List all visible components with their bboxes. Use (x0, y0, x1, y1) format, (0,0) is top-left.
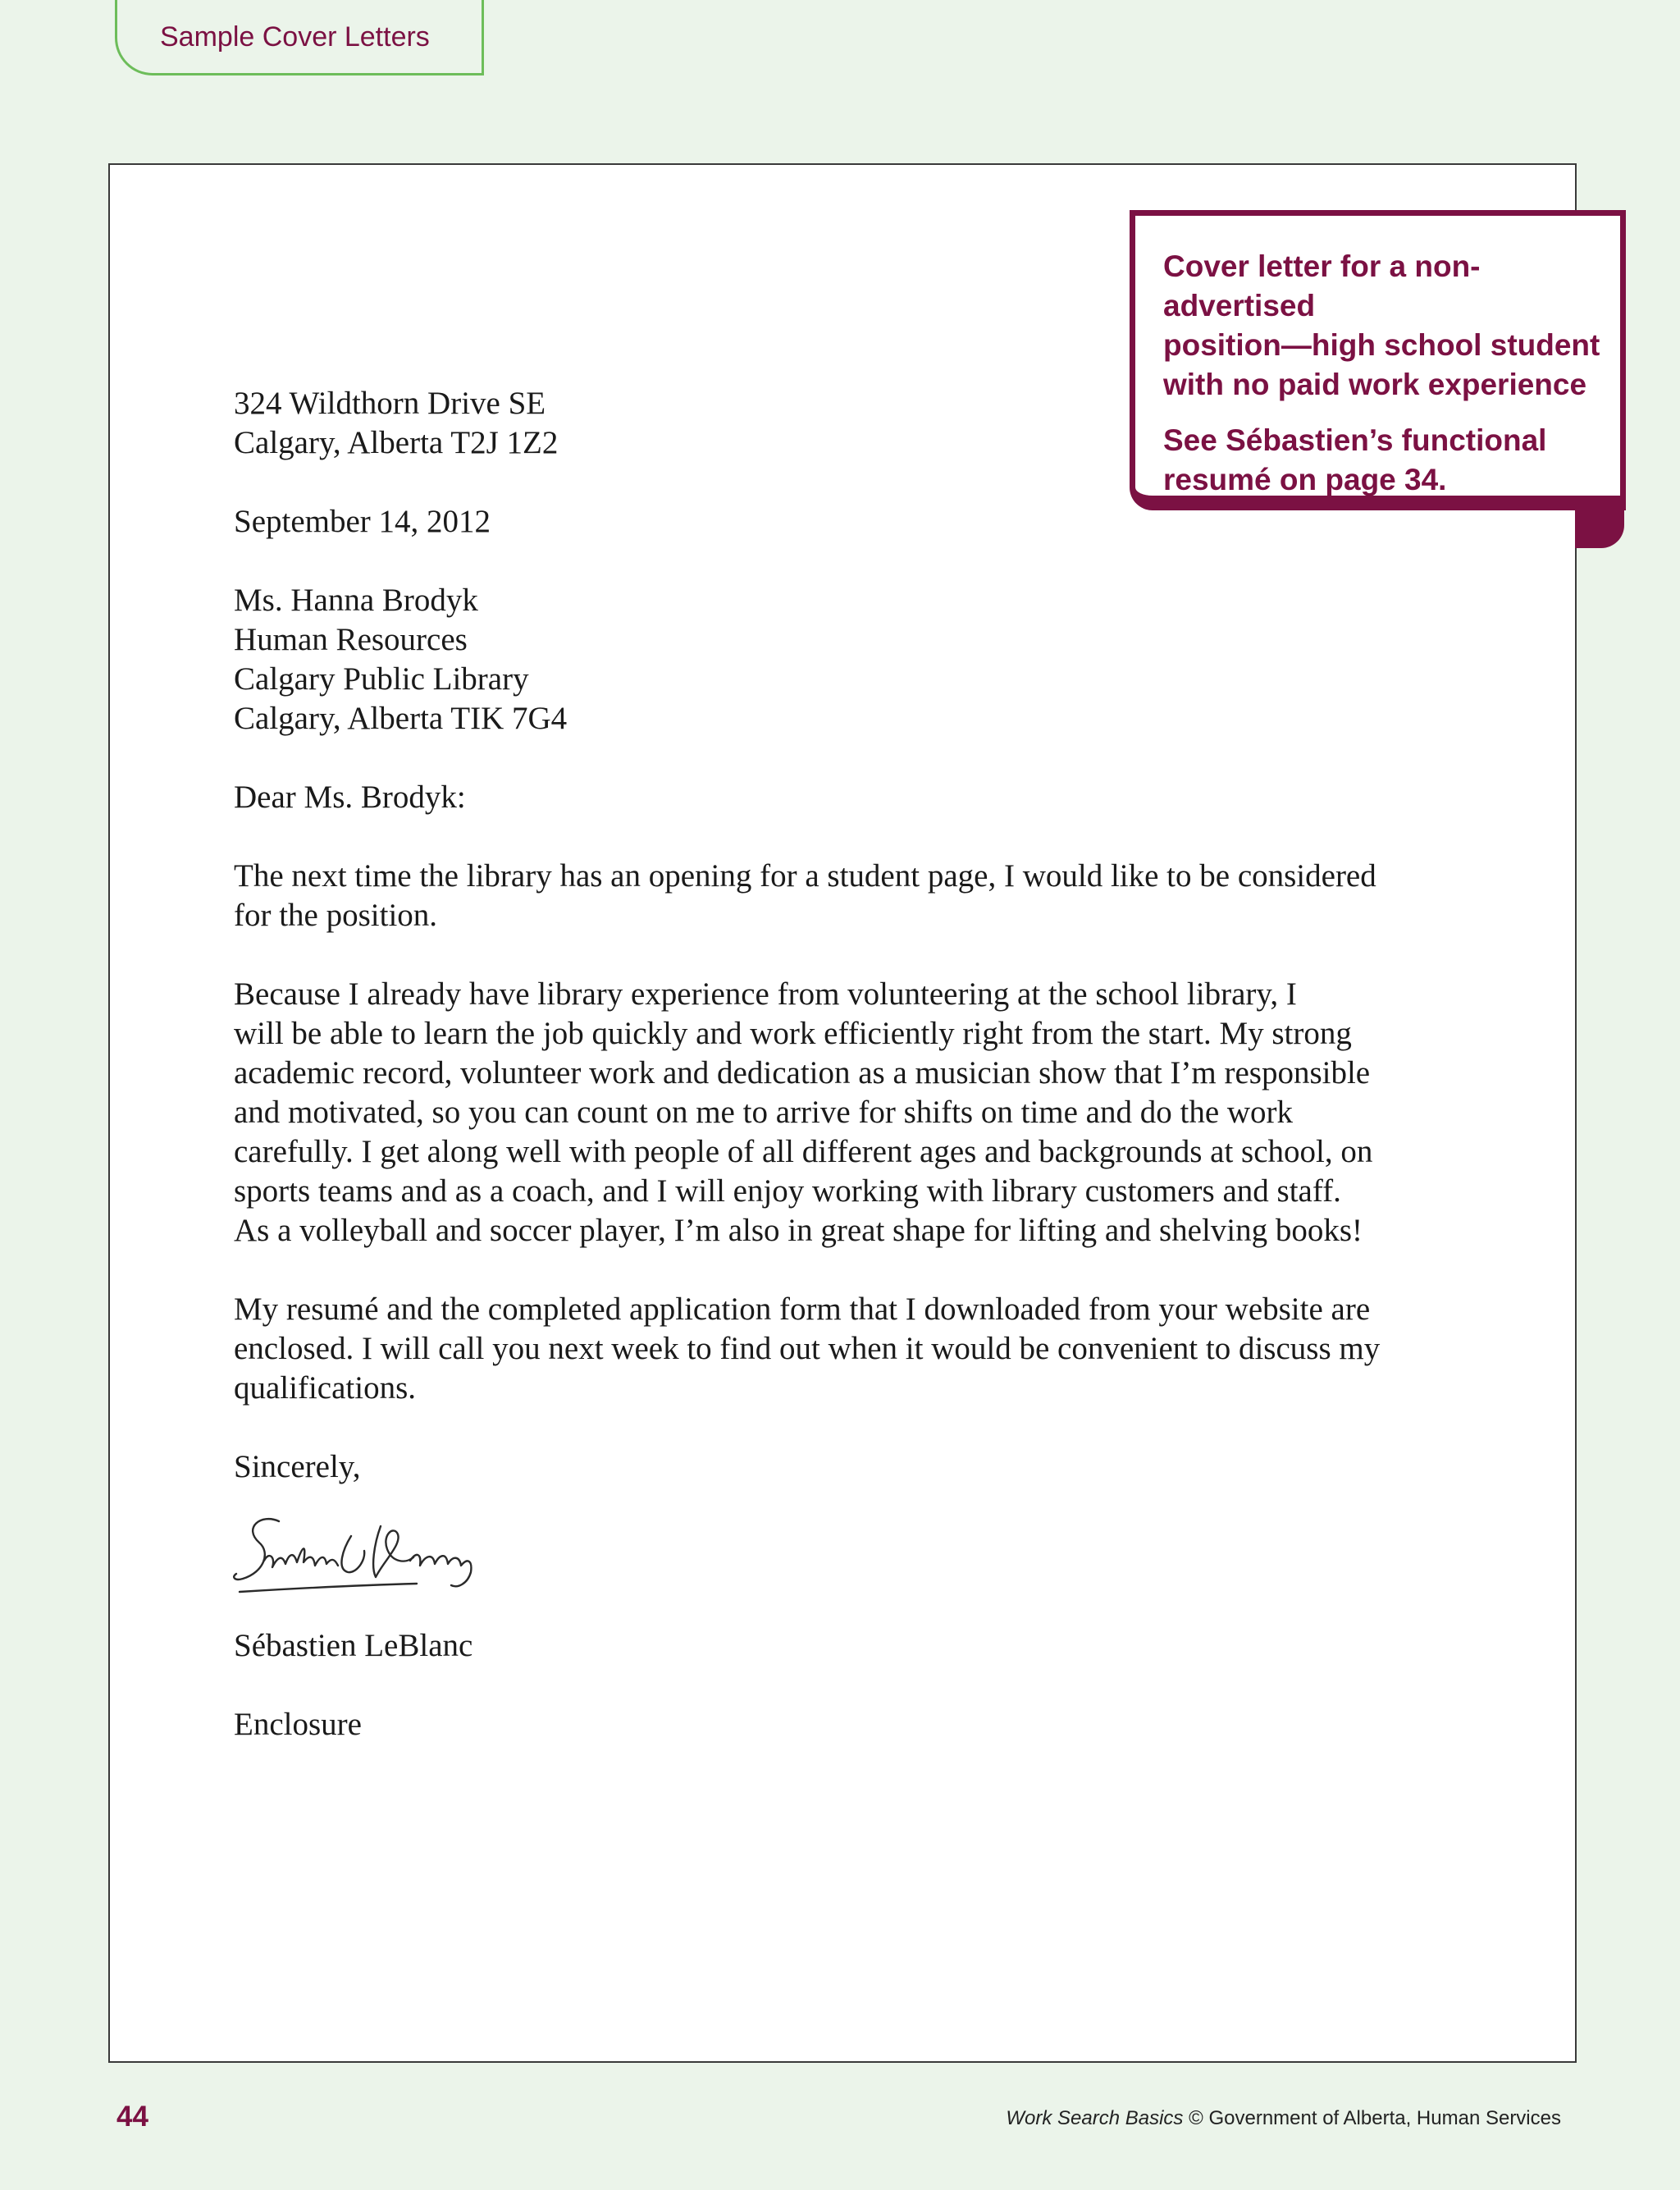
paragraph-line: academic record, volunteer work and dedication as a musician show that I’m responsible (234, 1055, 1371, 1090)
callout-note-line: resumé on page 34. (1163, 463, 1447, 496)
page-number: 44 (116, 2101, 148, 2133)
paragraph-line: My resumé and the completed application form that I downloaded from your website are (234, 1292, 1371, 1327)
letter-date (234, 502, 1497, 542)
callout-heading-line: Cover letter for a non-advertised (1163, 249, 1481, 322)
section-label: Sample Cover Letters (160, 21, 430, 53)
footer-credit (1006, 2107, 1561, 2130)
copyright-notice: © Government of Alberta, Human Services (1189, 2107, 1561, 2129)
recipient-line: Calgary Public Library (234, 661, 529, 697)
closing (234, 1447, 1497, 1487)
callout-heading-line: with no paid work experience (1163, 368, 1587, 401)
paragraph-line: sports teams and as a coach, and I will enjoy working with library customers and staff. (234, 1173, 1341, 1209)
paragraph-opening (234, 857, 1497, 935)
recipient-address (234, 581, 1497, 738)
callout-heading-line: position—high school student (1163, 328, 1600, 362)
address-line: Calgary, Alberta T2J 1Z2 (234, 425, 559, 460)
recipient-line: Calgary, Alberta TIK 7G4 (234, 701, 568, 736)
paragraph-qualifications (234, 975, 1497, 1250)
paragraph-line: will be able to learn the job quickly and work efficiently right from the start. My strong (234, 1016, 1352, 1051)
paragraph-closing (234, 1290, 1497, 1408)
paragraph-line: enclosed. I will call you next week to find out when it would be convenient to discuss my (234, 1331, 1381, 1366)
callout-note-line: See Sébastien’s functional (1163, 423, 1547, 457)
paragraph-line: As a volleyball and soccer player, I’m also in great shape for lifting and shelving books! (234, 1213, 1363, 1248)
paragraph-line: carefully. I get along well with people of all different ages and backgrounds at school, on (234, 1134, 1373, 1169)
callout-heading (1163, 247, 1604, 405)
sender-address (234, 384, 1497, 463)
address-line: 324 Wildthorn Drive SE (234, 386, 546, 421)
paragraph-line: Because I already have library experience from volunteering at the school library, I (234, 976, 1297, 1012)
date-line: September 14, 2012 (234, 504, 491, 539)
recipient-line: Ms. Hanna Brodyk (234, 583, 478, 618)
section-tab (115, 0, 484, 75)
closing-line: Sincerely, (234, 1449, 361, 1484)
enclosure-line: Enclosure (234, 1707, 362, 1742)
signer-name (234, 1626, 1497, 1666)
salutation (234, 778, 1497, 817)
salutation-line: Dear Ms. Brodyk: (234, 780, 466, 815)
recipient-line: Human Resources (234, 622, 468, 657)
signature-image (228, 1503, 519, 1618)
paragraph-line: qualifications. (234, 1370, 417, 1406)
paragraph-line: for the position. (234, 898, 438, 933)
signer-name-line: Sébastien LeBlanc (234, 1628, 473, 1663)
publication-title: Work Search Basics (1006, 2107, 1184, 2129)
paragraph-line: and motivated, so you can count on me to arrive for shifts on time and do the work (234, 1095, 1294, 1130)
paragraph-line: The next time the library has an opening for a student page, I would like to be considered (234, 858, 1376, 894)
enclosure (234, 1705, 1497, 1744)
